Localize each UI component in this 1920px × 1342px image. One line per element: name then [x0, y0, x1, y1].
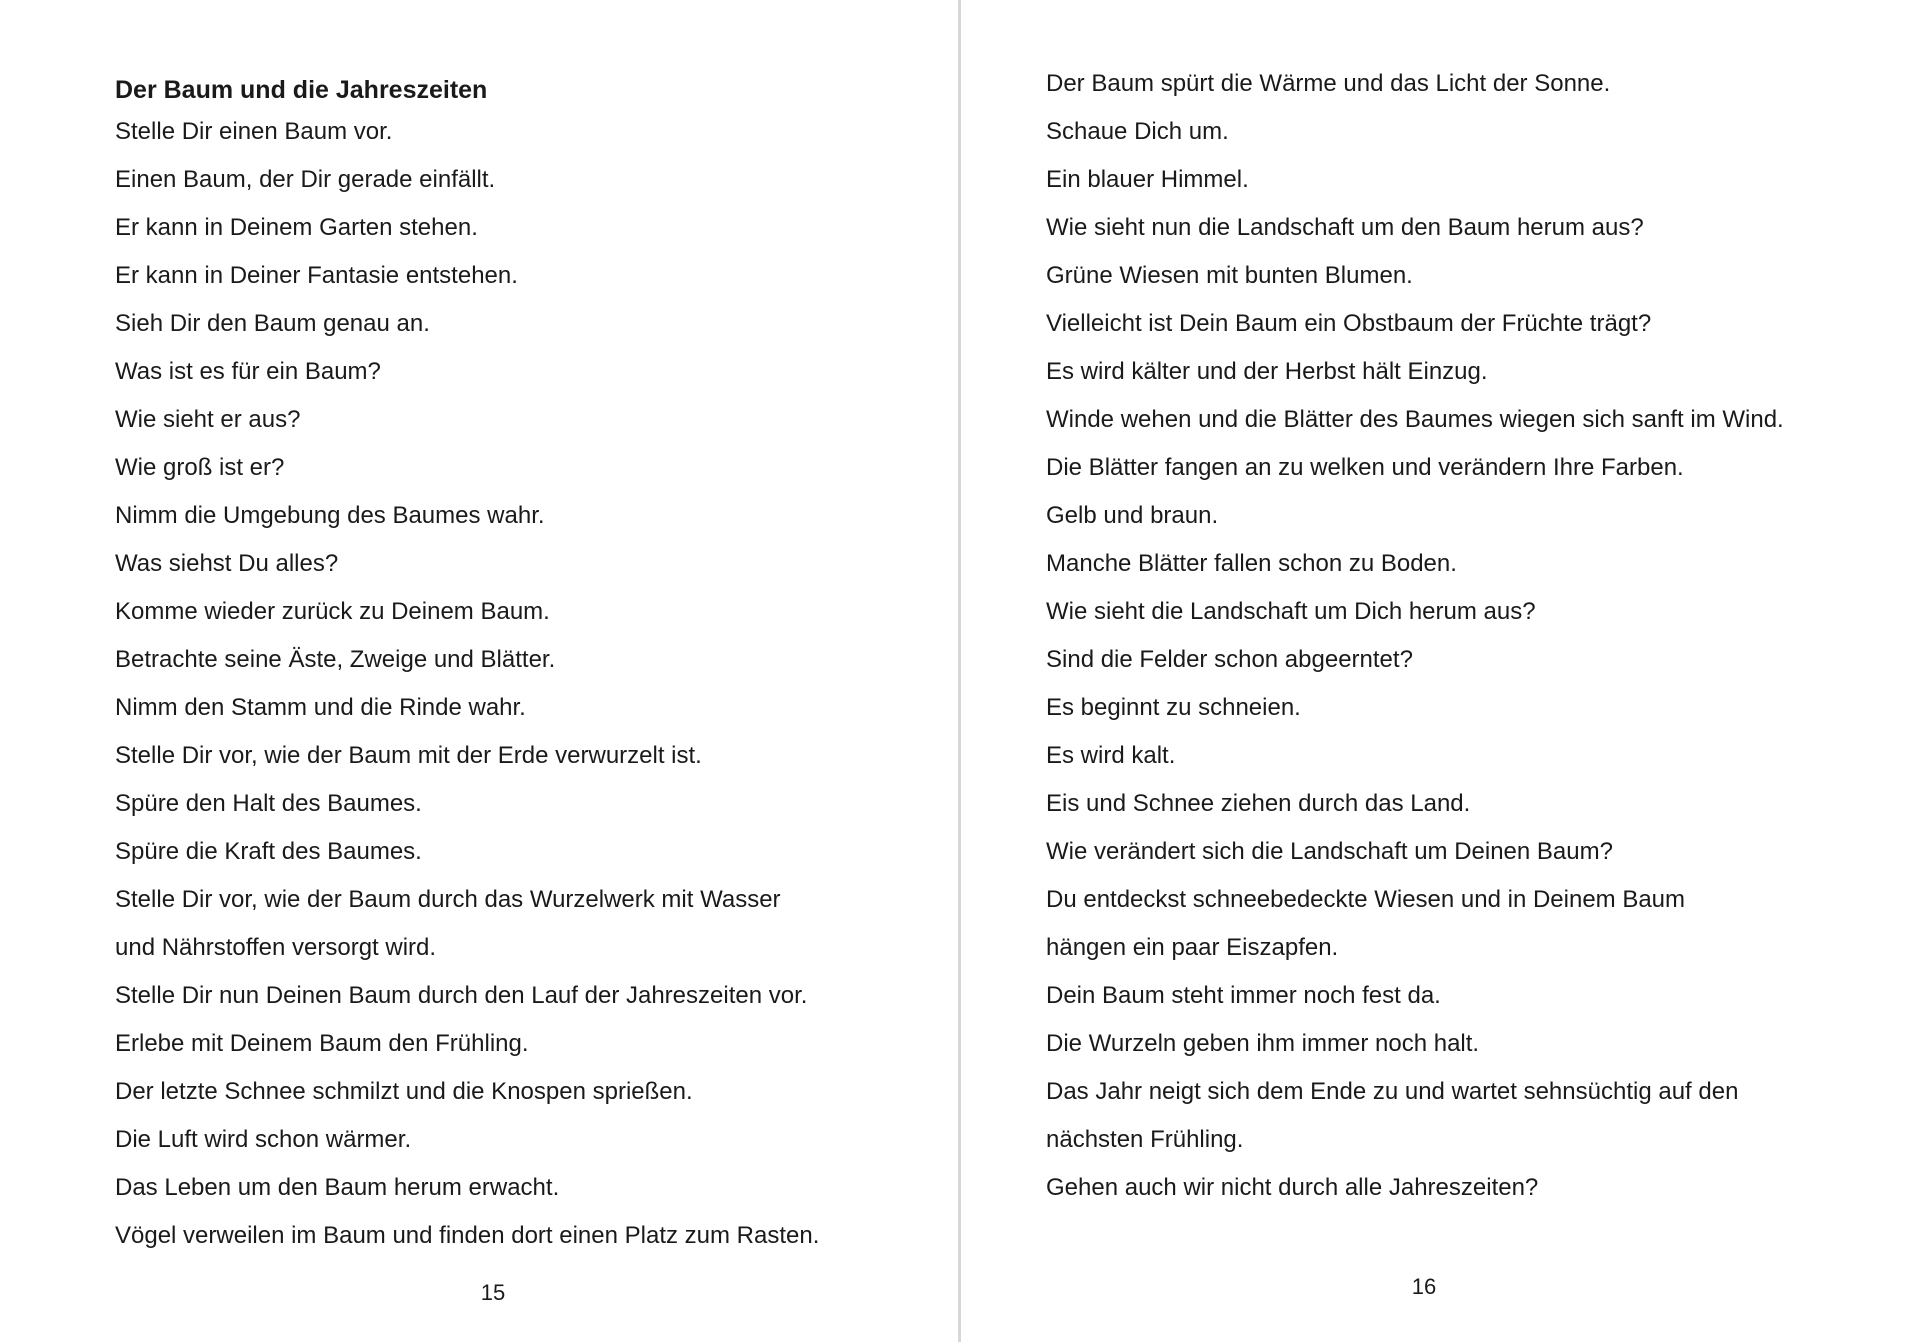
right-page-text: [1046, 70, 1806, 1222]
text-line: Es wird kalt.: [1046, 742, 1176, 769]
right-page: [961, 0, 1920, 1342]
text-line: und Nährstoffen versorgt wird.: [115, 934, 437, 961]
text-line: Stelle Dir nun Deinen Baum durch den Lauf der Jahreszeiten vor.: [115, 982, 808, 1009]
text-line: Komme wieder zurück zu Deinem Baum.: [115, 598, 550, 625]
text-line: hängen ein paar Eiszapfen.: [1046, 934, 1339, 961]
text-line: Wie sieht er aus?: [115, 406, 301, 433]
text-line: Er kann in Deiner Fantasie entstehen.: [115, 262, 518, 289]
text-line: Stelle Dir vor, wie der Baum mit der Erde verwurzelt ist.: [115, 742, 702, 769]
page-number: 16: [1411, 1274, 1437, 1299]
text-line: Erlebe mit Deinem Baum den Frühling.: [115, 1030, 529, 1057]
text-line: Gehen auch wir nicht durch alle Jahreszeiten?: [1046, 1174, 1539, 1201]
text-line: Gelb und braun.: [1046, 502, 1219, 529]
text-line: Vielleicht ist Dein Baum ein Obstbaum der Früchte trägt?: [1046, 310, 1652, 337]
text-line: Es beginnt zu schneien.: [1046, 694, 1301, 721]
text-line: Wie groß ist er?: [115, 454, 285, 481]
text-line: Manche Blätter fallen schon zu Boden.: [1046, 550, 1457, 577]
text-line: Es wird kälter und der Herbst hält Einzug.: [1046, 358, 1488, 385]
text-line: nächsten Frühling.: [1046, 1126, 1244, 1153]
text-line: Vögel verweilen im Baum und finden dort einen Platz zum Rasten.: [115, 1222, 820, 1249]
text-line: Grüne Wiesen mit bunten Blumen.: [1046, 262, 1413, 289]
text-line: Du entdeckst schneebedeckte Wiesen und in Deinem Baum: [1046, 886, 1686, 913]
text-line: Betrachte seine Äste, Zweige und Blätter.: [115, 646, 556, 673]
text-line: Spüre die Kraft des Baumes.: [115, 838, 422, 865]
text-line: Die Wurzeln geben ihm immer noch halt.: [1046, 1030, 1480, 1057]
text-line: Wie verändert sich die Landschaft um Deinen Baum?: [1046, 838, 1613, 865]
text-line: Stelle Dir einen Baum vor.: [115, 118, 393, 145]
text-line: Das Leben um den Baum herum erwacht.: [115, 1174, 560, 1201]
text-line: Der Baum spürt die Wärme und das Licht der Sonne.: [1046, 70, 1611, 97]
text-line: Wie sieht nun die Landschaft um den Baum herum aus?: [1046, 214, 1644, 241]
text-line: Winde wehen und die Blätter des Baumes wiegen sich sanft im Wind.: [1046, 406, 1784, 433]
text-line: Nimm den Stamm und die Rinde wahr.: [115, 694, 526, 721]
text-line: Einen Baum, der Dir gerade einfällt.: [115, 166, 496, 193]
text-line: Er kann in Deinem Garten stehen.: [115, 214, 478, 241]
text-line: Was siehst Du alles?: [115, 550, 339, 577]
text-line: Spüre den Halt des Baumes.: [115, 790, 422, 817]
text-line: Sind die Felder schon abgeerntet?: [1046, 646, 1413, 673]
text-line: Sieh Dir den Baum genau an.: [115, 310, 430, 337]
text-line: Stelle Dir vor, wie der Baum durch das Wurzelwerk mit Wasser: [115, 886, 781, 913]
text-line: Dein Baum steht immer noch fest da.: [1046, 982, 1441, 1009]
text-line: Ein blauer Himmel.: [1046, 166, 1249, 193]
left-page-text: [115, 70, 875, 1270]
text-line: Schaue Dich um.: [1046, 118, 1229, 145]
document-title: Der Baum und die Jahreszeiten: [115, 76, 488, 104]
text-line: Nimm die Umgebung des Baumes wahr.: [115, 502, 545, 529]
text-line: Was ist es für ein Baum?: [115, 358, 381, 385]
text-line: Die Blätter fangen an zu welken und verändern Ihre Farben.: [1046, 454, 1684, 481]
left-page: [0, 0, 958, 1342]
text-line: Der letzte Schnee schmilzt und die Knospen sprießen.: [115, 1078, 693, 1105]
text-line: Wie sieht die Landschaft um Dich herum aus?: [1046, 598, 1536, 625]
text-line: Eis und Schnee ziehen durch das Land.: [1046, 790, 1471, 817]
page-number: 15: [480, 1280, 506, 1305]
text-line: Das Jahr neigt sich dem Ende zu und wartet sehnsüchtig auf den: [1046, 1078, 1739, 1105]
text-line: Die Luft wird schon wärmer.: [115, 1126, 412, 1153]
